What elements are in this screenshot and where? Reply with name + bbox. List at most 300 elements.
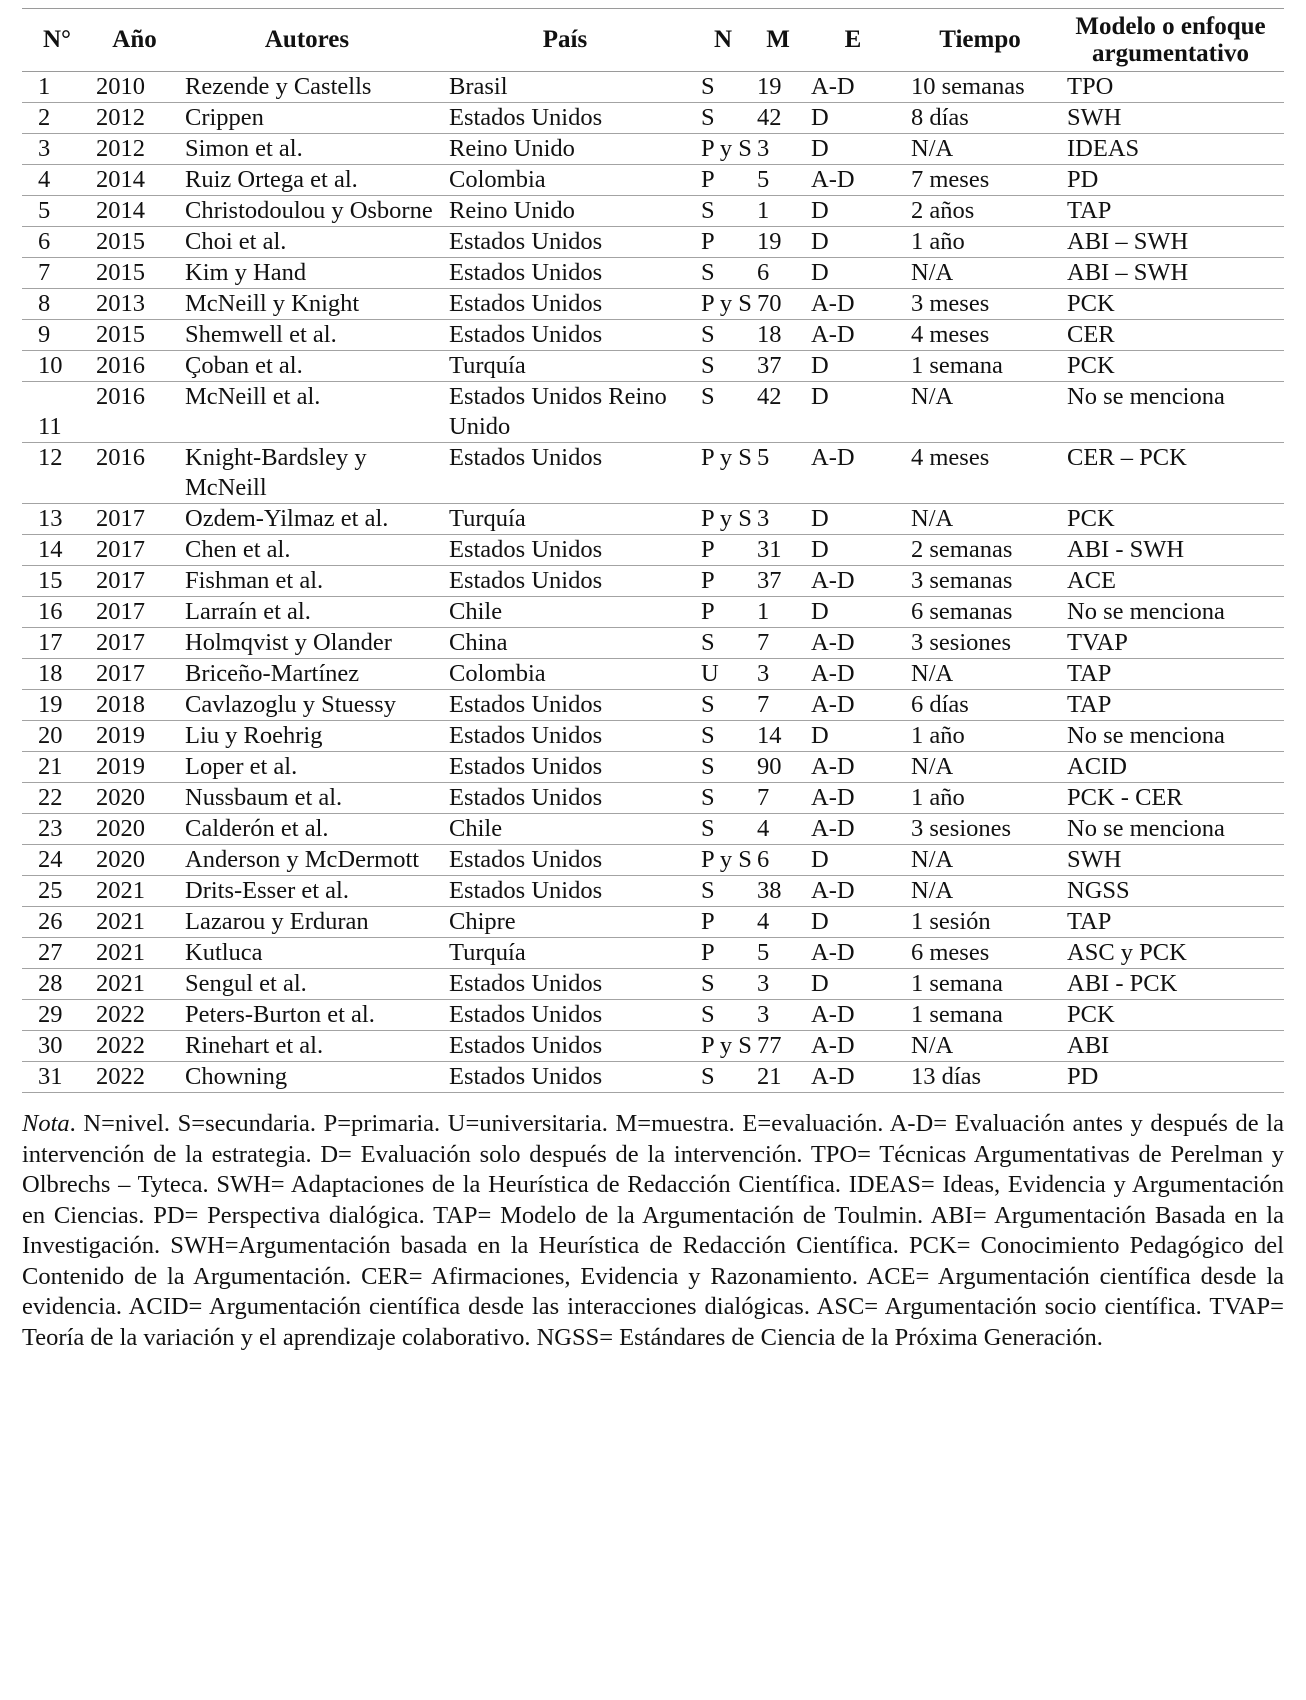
cell-time: 8 días — [911, 104, 969, 131]
cell-country: Estados Unidos — [449, 846, 603, 873]
cell-year: 2016 — [96, 444, 145, 471]
cell-level: P y S — [701, 505, 752, 532]
cell-num: 28 — [38, 970, 63, 997]
cell-time: N/A — [911, 660, 954, 687]
cell-year: 2016 — [96, 383, 145, 410]
cell-authors: Çoban et al. — [185, 352, 303, 379]
cell-authors: Briceño-Martínez — [185, 660, 360, 687]
cell-authors: Peters-Burton et al. — [185, 1001, 375, 1028]
cell-evaluation: A-D — [811, 784, 855, 811]
cell-authors: Nussbaum et al. — [185, 784, 343, 811]
cell-sample: 6 — [757, 259, 770, 286]
cell-level: S — [701, 73, 715, 100]
cell-num: 8 — [38, 290, 51, 317]
table-row — [22, 289, 1284, 320]
cell-num: 22 — [38, 784, 63, 811]
cell-level: P — [701, 536, 715, 563]
table-row — [22, 659, 1284, 690]
cell-time: 1 semana — [911, 352, 1003, 379]
cell-num: 31 — [38, 1063, 63, 1090]
cell-sample: 21 — [757, 1063, 782, 1090]
cell-authors: Fishman et al. — [185, 567, 324, 594]
cell-evaluation: D — [811, 505, 829, 532]
cell-year: 2020 — [96, 846, 145, 873]
cell-evaluation: A-D — [811, 753, 855, 780]
cell-time: 2 años — [911, 197, 975, 224]
cell-model: No se menciona — [1067, 383, 1225, 410]
cell-authors: Choi et al. — [185, 228, 287, 255]
cell-sample: 5 — [757, 166, 770, 193]
cell-year: 2020 — [96, 784, 145, 811]
cell-num: 23 — [38, 815, 63, 842]
cell-num: 27 — [38, 939, 63, 966]
cell-time: N/A — [911, 846, 954, 873]
cell-evaluation: D — [811, 908, 829, 935]
cell-level: P y S — [701, 135, 752, 162]
table-row — [22, 103, 1284, 134]
cell-evaluation: D — [811, 259, 829, 286]
cell-country: Estados Unidos — [449, 722, 603, 749]
cell-level: P y S — [701, 1032, 752, 1059]
cell-level: S — [701, 722, 715, 749]
cell-country: Estados Unidos — [449, 877, 603, 904]
cell-level: S — [701, 321, 715, 348]
cell-sample: 5 — [757, 939, 770, 966]
cell-model: SWH — [1067, 104, 1122, 131]
cell-sample: 7 — [757, 784, 770, 811]
cell-time: 4 meses — [911, 321, 990, 348]
cell-authors: Christodoulou y Osborne — [185, 197, 433, 224]
header-year: Año — [112, 26, 157, 53]
cell-model: TPO — [1067, 73, 1114, 100]
cell-model: PD — [1067, 166, 1099, 193]
cell-level: S — [701, 815, 715, 842]
cell-country: Turquía — [449, 505, 526, 532]
cell-sample: 3 — [757, 660, 770, 687]
cell-level: P y S — [701, 444, 752, 471]
cell-evaluation: A-D — [811, 1063, 855, 1090]
cell-level: P y S — [701, 846, 752, 873]
cell-country: Estados Unidos — [449, 444, 603, 471]
header-evaluation: E — [844, 26, 862, 53]
cell-authors: Crippen — [185, 104, 264, 131]
cell-time: 1 semana — [911, 1001, 1003, 1028]
cell-sample: 37 — [757, 352, 782, 379]
cell-year: 2022 — [96, 1001, 145, 1028]
cell-level: P — [701, 939, 715, 966]
cell-sample: 1 — [757, 197, 770, 224]
cell-year: 2015 — [96, 228, 145, 255]
cell-country: Chile — [449, 598, 503, 625]
header-sample: M — [766, 26, 790, 53]
cell-time: 6 meses — [911, 939, 990, 966]
cell-model: ASC y PCK — [1067, 939, 1187, 966]
cell-country: Estados Unidos — [449, 321, 603, 348]
cell-authors: Loper et al. — [185, 753, 298, 780]
cell-year: 2017 — [96, 536, 145, 563]
cell-level: P — [701, 228, 715, 255]
document-page — [22, 8, 1284, 1378]
cell-model: ACID — [1067, 753, 1127, 780]
cell-sample: 38 — [757, 877, 782, 904]
cell-time: 1 año — [911, 784, 965, 811]
cell-level: S — [701, 691, 715, 718]
cell-time: 2 semanas — [911, 536, 1013, 563]
cell-model: PD — [1067, 1063, 1099, 1090]
table-row — [22, 721, 1284, 752]
cell-sample: 6 — [757, 846, 770, 873]
cell-country: Turquía — [449, 352, 526, 379]
table-row — [22, 196, 1284, 227]
cell-time: 4 meses — [911, 444, 990, 471]
cell-model: SWH — [1067, 846, 1122, 873]
cell-time: 13 días — [911, 1063, 982, 1090]
cell-authors: Knight-Bardsley y McNeill — [185, 444, 367, 501]
cell-level: S — [701, 753, 715, 780]
cell-year: 2010 — [96, 73, 145, 100]
cell-time: 3 sesiones — [911, 815, 1012, 842]
cell-evaluation: A-D — [811, 321, 855, 348]
cell-level: S — [701, 1001, 715, 1028]
cell-evaluation: D — [811, 846, 829, 873]
cell-num: 6 — [38, 228, 51, 255]
cell-authors: Kim y Hand — [185, 259, 307, 286]
cell-authors: Drits-Esser et al. — [185, 877, 349, 904]
cell-evaluation: A-D — [811, 567, 855, 594]
table-row — [22, 504, 1284, 535]
header-row — [22, 9, 1284, 72]
cell-year: 2012 — [96, 104, 145, 131]
cell-authors: Calderón et al. — [185, 815, 329, 842]
table-row — [22, 969, 1284, 1000]
cell-num: 2 — [38, 104, 51, 131]
cell-sample: 3 — [757, 135, 770, 162]
cell-sample: 18 — [757, 321, 782, 348]
header-model-line2: argumentativo — [1092, 40, 1249, 67]
cell-country: Estados Unidos — [449, 104, 603, 131]
cell-model: PCK — [1067, 505, 1115, 532]
cell-authors: Chen et al. — [185, 536, 291, 563]
cell-num: 20 — [38, 722, 63, 749]
cell-year: 2014 — [96, 197, 145, 224]
cell-time: 3 meses — [911, 290, 990, 317]
cell-model: ACE — [1067, 567, 1116, 594]
cell-model: ABI – SWH — [1067, 228, 1189, 255]
cell-authors: Liu y Roehrig — [185, 722, 323, 749]
cell-authors: Cavlazoglu y Stuessy — [185, 691, 396, 718]
cell-model: No se menciona — [1067, 815, 1225, 842]
cell-level: S — [701, 383, 715, 410]
cell-evaluation: D — [811, 383, 829, 410]
cell-country: Estados Unidos — [449, 290, 603, 317]
cell-num: 4 — [38, 166, 51, 193]
cell-year: 2022 — [96, 1032, 145, 1059]
header-country: País — [542, 26, 588, 53]
cell-time: 1 semana — [911, 970, 1003, 997]
cell-level: P — [701, 908, 715, 935]
cell-level: P — [701, 598, 715, 625]
cell-authors: Chowning — [185, 1063, 288, 1090]
cell-authors: Larraín et al. — [185, 598, 311, 625]
cell-authors: Anderson y McDermott — [185, 846, 420, 873]
cell-year: 2017 — [96, 567, 145, 594]
table-row — [22, 165, 1284, 196]
cell-model: PCK - CER — [1067, 784, 1183, 811]
cell-model: CER — [1067, 321, 1115, 348]
cell-model: TAP — [1067, 197, 1112, 224]
cell-model: ABI – SWH — [1067, 259, 1189, 286]
cell-country: Chipre — [449, 908, 516, 935]
cell-country: China — [449, 629, 508, 656]
cell-num: 26 — [38, 908, 63, 935]
cell-authors: Ozdem-Yilmaz et al. — [185, 505, 389, 532]
header-model — [1057, 9, 1284, 72]
cell-model: No se menciona — [1067, 598, 1225, 625]
cell-sample: 77 — [757, 1032, 782, 1059]
cell-num: 3 — [38, 135, 51, 162]
cell-time: 6 semanas — [911, 598, 1013, 625]
cell-sample: 19 — [757, 228, 782, 255]
cell-time: N/A — [911, 1032, 954, 1059]
table-row — [22, 535, 1284, 566]
cell-evaluation: A-D — [811, 815, 855, 842]
cell-year: 2020 — [96, 815, 145, 842]
cell-year: 2021 — [96, 939, 145, 966]
header-level: N — [713, 26, 733, 53]
table-row — [22, 443, 1284, 504]
cell-time: N/A — [911, 135, 954, 162]
cell-time: N/A — [911, 877, 954, 904]
cell-num: 9 — [38, 321, 51, 348]
cell-country: Estados Unidos — [449, 259, 603, 286]
cell-country: Estados Unidos Reino Unido — [449, 383, 667, 440]
cell-country: Colombia — [449, 660, 546, 687]
note-label: Nota — [22, 1110, 70, 1137]
cell-num: 18 — [38, 660, 63, 687]
cell-level: S — [701, 784, 715, 811]
cell-time: 3 semanas — [911, 567, 1013, 594]
note-text: . N=nivel. S=secundaria. P=primaria. U=universitaria. M=muestra. E=evaluación. A-D= Evaluación antes y después de la intervención de la estrategia. D= Evaluación solo después de la intervención. TPO= Técnicas Argumentativas de Perelman y Olbrechs – Tyteca. SWH= Adaptaciones de la Heurística de Redacción Científica. IDEAS= Ideas, Evidencia y Argumentación en Ciencias. PD= Perspectiva dialógica. TAP= Modelo de la Argumentación de Toulmin. ABI= Argumentación Basada en la Investigación. SWH=Argumentación basada en la Heurística de Redacción Científica. PCK= Conocimiento Pedagógico del Contenido de la Argumentación. CER= Afirmaciones, Evidencia y Razonamiento. ACE= Argumentación científica desde la evidencia. ACID= Argumentación científica desde las interacciones dialógicas. ASC= Argumentación socio científica. TVAP= Teoría de la variación y el aprendizaje colaborativo. NGSS= Estándares de Ciencia de la Próxima Generación. — [22, 1110, 1284, 1351]
table-row — [22, 134, 1284, 165]
cell-time: N/A — [911, 383, 954, 410]
table-row — [22, 227, 1284, 258]
cell-model: IDEAS — [1067, 135, 1140, 162]
cell-country: Estados Unidos — [449, 567, 603, 594]
cell-year: 2021 — [96, 908, 145, 935]
cell-sample: 1 — [757, 598, 770, 625]
table-note — [22, 1109, 1284, 1353]
cell-year: 2021 — [96, 877, 145, 904]
cell-level: S — [701, 1063, 715, 1090]
cell-level: S — [701, 970, 715, 997]
cell-country: Estados Unidos — [449, 1063, 603, 1090]
cell-level: S — [701, 104, 715, 131]
table-row — [22, 783, 1284, 814]
cell-num: 10 — [38, 352, 63, 379]
cell-authors: Kutluca — [185, 939, 263, 966]
cell-country: Colombia — [449, 166, 546, 193]
cell-num: 17 — [38, 629, 63, 656]
cell-authors: Shemwell et al. — [185, 321, 337, 348]
cell-num: 29 — [38, 1001, 63, 1028]
cell-model: TAP — [1067, 660, 1112, 687]
cell-num: 7 — [38, 259, 51, 286]
cell-evaluation: A-D — [811, 939, 855, 966]
cell-level: S — [701, 629, 715, 656]
cell-year: 2019 — [96, 753, 145, 780]
table-row — [22, 907, 1284, 938]
cell-time: 10 semanas — [911, 73, 1025, 100]
cell-level: P y S — [701, 290, 752, 317]
cell-model: TVAP — [1067, 629, 1128, 656]
cell-model: PCK — [1067, 1001, 1115, 1028]
cell-time: 1 año — [911, 722, 965, 749]
cell-country: Chile — [449, 815, 503, 842]
cell-year: 2016 — [96, 352, 145, 379]
cell-year: 2012 — [96, 135, 145, 162]
cell-country: Estados Unidos — [449, 1032, 603, 1059]
cell-year: 2017 — [96, 660, 145, 687]
cell-time: 6 días — [911, 691, 969, 718]
cell-authors: Lazarou y Erduran — [185, 908, 369, 935]
cell-year: 2017 — [96, 598, 145, 625]
table-body — [22, 72, 1284, 1093]
cell-evaluation: A-D — [811, 290, 855, 317]
cell-country: Estados Unidos — [449, 1001, 603, 1028]
cell-model: No se menciona — [1067, 722, 1225, 749]
cell-evaluation: A-D — [811, 444, 855, 471]
cell-time: 1 sesión — [911, 908, 991, 935]
cell-evaluation: A-D — [811, 1032, 855, 1059]
cell-authors: Rezende y Castells — [185, 73, 372, 100]
cell-evaluation: D — [811, 228, 829, 255]
cell-country: Estados Unidos — [449, 784, 603, 811]
cell-authors: Simon et al. — [185, 135, 303, 162]
cell-evaluation: A-D — [811, 877, 855, 904]
cell-year: 2015 — [96, 259, 145, 286]
cell-evaluation: D — [811, 352, 829, 379]
table-row — [22, 320, 1284, 351]
cell-sample: 42 — [757, 383, 782, 410]
cell-num: 24 — [38, 846, 63, 873]
table-row — [22, 938, 1284, 969]
cell-sample: 4 — [757, 815, 770, 842]
cell-sample: 3 — [757, 505, 770, 532]
cell-evaluation: D — [811, 722, 829, 749]
cell-sample: 5 — [757, 444, 770, 471]
cell-num: 14 — [38, 536, 63, 563]
header-time: Tiempo — [939, 26, 1021, 53]
cell-num: 5 — [38, 197, 51, 224]
cell-num: 19 — [38, 691, 63, 718]
cell-num: 21 — [38, 753, 63, 780]
cell-time: N/A — [911, 505, 954, 532]
cell-model: CER – PCK — [1067, 444, 1187, 471]
cell-evaluation: D — [811, 197, 829, 224]
cell-sample: 90 — [757, 753, 782, 780]
cell-time: 3 sesiones — [911, 629, 1012, 656]
cell-sample: 70 — [757, 290, 782, 317]
cell-level: P — [701, 166, 715, 193]
cell-time: 7 meses — [911, 166, 990, 193]
cell-year: 2014 — [96, 166, 145, 193]
table-row — [22, 876, 1284, 907]
cell-model: TAP — [1067, 908, 1112, 935]
cell-num: 16 — [38, 598, 63, 625]
cell-authors: Rinehart et al. — [185, 1032, 324, 1059]
cell-evaluation: A-D — [811, 166, 855, 193]
cell-num: 1 — [38, 73, 51, 100]
header-num: N° — [42, 26, 72, 53]
cell-num: 12 — [38, 444, 63, 471]
cell-time: N/A — [911, 753, 954, 780]
cell-evaluation: A-D — [811, 660, 855, 687]
cell-time: 1 año — [911, 228, 965, 255]
header-model-line1: Modelo o enfoque — [1075, 13, 1266, 40]
cell-sample: 7 — [757, 629, 770, 656]
cell-level: P — [701, 567, 715, 594]
cell-sample: 3 — [757, 970, 770, 997]
cell-country: Estados Unidos — [449, 753, 603, 780]
cell-evaluation: D — [811, 970, 829, 997]
header-authors: Autores — [264, 26, 350, 53]
cell-level: S — [701, 259, 715, 286]
cell-year: 2013 — [96, 290, 145, 317]
cell-num: 11 — [38, 413, 62, 440]
cell-country: Estados Unidos — [449, 228, 603, 255]
table-row — [22, 628, 1284, 659]
cell-model: NGSS — [1067, 877, 1130, 904]
cell-year: 2017 — [96, 629, 145, 656]
table-row — [22, 258, 1284, 289]
table-row — [22, 382, 1284, 443]
table-row — [22, 1000, 1284, 1031]
cell-authors: Holmqvist y Olander — [185, 629, 392, 656]
cell-evaluation: D — [811, 536, 829, 563]
cell-num: 15 — [38, 567, 63, 594]
cell-country: Estados Unidos — [449, 691, 603, 718]
cell-authors: McNeill y Knight — [185, 290, 360, 317]
cell-authors: Sengul et al. — [185, 970, 307, 997]
cell-sample: 4 — [757, 908, 770, 935]
cell-model: TAP — [1067, 691, 1112, 718]
table-row — [22, 1031, 1284, 1062]
cell-country: Turquía — [449, 939, 526, 966]
cell-year: 2017 — [96, 505, 145, 532]
cell-year: 2018 — [96, 691, 145, 718]
cell-country: Estados Unidos — [449, 536, 603, 563]
cell-sample: 42 — [757, 104, 782, 131]
cell-evaluation: A-D — [811, 73, 855, 100]
cell-model: ABI - SWH — [1067, 536, 1185, 563]
table-header — [22, 9, 1284, 72]
cell-authors: McNeill et al. — [185, 383, 321, 410]
table-row — [22, 845, 1284, 876]
cell-time: N/A — [911, 259, 954, 286]
table-row — [22, 814, 1284, 845]
cell-sample: 7 — [757, 691, 770, 718]
cell-country: Estados Unidos — [449, 970, 603, 997]
cell-level: S — [701, 877, 715, 904]
cell-year: 2022 — [96, 1063, 145, 1090]
cell-sample: 19 — [757, 73, 782, 100]
cell-sample: 31 — [757, 536, 782, 563]
table-row — [22, 351, 1284, 382]
table-row — [22, 690, 1284, 721]
cell-sample: 3 — [757, 1001, 770, 1028]
cell-year: 2019 — [96, 722, 145, 749]
cell-model: PCK — [1067, 352, 1115, 379]
